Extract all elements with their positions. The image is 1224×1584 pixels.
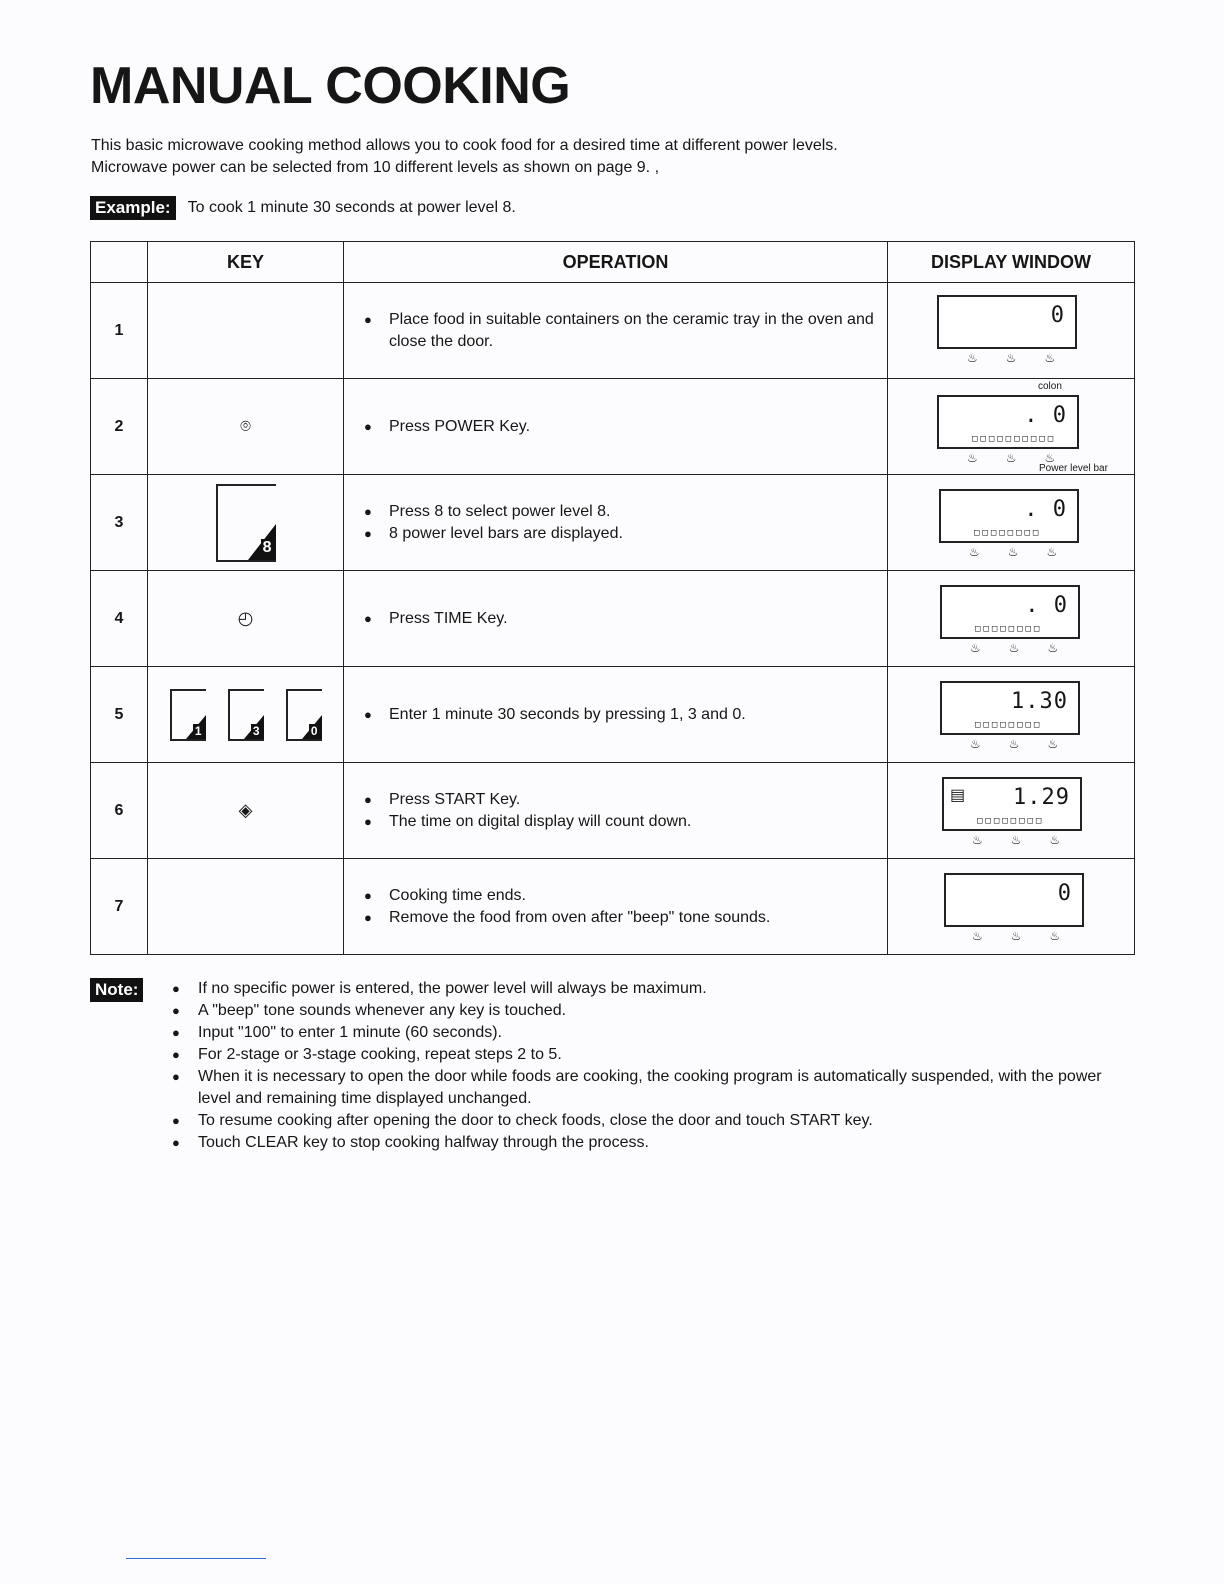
display-cell [888,571,1135,667]
note-item: ● Input "100" to enter 1 minute (60 seconds). [172,1022,1122,1044]
intro-text [91,135,838,179]
operation-item: ● Press TIME Key. [364,608,887,630]
microwave-level-icons: ♨♨♨ [972,833,1089,847]
header-display: DISPLAY WINDOW [888,242,1135,283]
microwave-level-icons: ♨♨♨ [967,451,1084,465]
step-number: 4 [91,571,148,667]
operation-item: ● Remove the food from oven after "beep" tone sounds. [364,907,887,929]
operation-cell [344,283,888,379]
operation-item: ● Cooking time ends. [364,885,887,907]
key-cell [148,379,344,475]
intro-line: Microwave power can be selected from 10 different levels as shown on page 9. , [91,159,660,176]
operation-item: ● Press START Key. [364,789,887,811]
note-item: ● For 2-stage or 3-stage cooking, repeat steps 2 to 5. [172,1044,1122,1066]
key-cell [148,859,344,955]
microwave-level-icons: ♨♨♨ [967,351,1084,365]
operation-cell [344,379,888,475]
display-cell [888,283,1135,379]
operation-item: ● Enter 1 minute 30 seconds by pressing 1, 3 and 0. [364,704,887,726]
lcd-display [937,295,1077,349]
footer-divider [126,1558,266,1559]
table-row [91,475,1135,571]
start-key-icon: ◈ [238,800,253,820]
key-cell [148,283,344,379]
table-row [91,379,1135,475]
display-cell [888,667,1135,763]
operation-cell [344,859,888,955]
microwave-level-icons: ♨♨♨ [972,929,1089,943]
key-cell [148,667,344,763]
lcd-display [942,777,1082,831]
table-row [91,763,1135,859]
time-key-icon: ◴ [237,608,254,628]
lcd-display [940,681,1080,735]
number-8-key: 8 [216,484,276,562]
lcd-digits: 1.30 [1011,689,1068,714]
intro-line: This basic microwave cooking method allows you to cook food for a desired time at different power levels. [91,137,838,154]
example [90,196,516,220]
header-operation: OPERATION [344,242,888,283]
number-0-key: 0 [286,689,322,741]
key-cell [148,763,344,859]
table-row [91,667,1135,763]
note-item: ● A "beep" tone sounds whenever any key is touched. [172,1000,1122,1022]
lcd-display [940,585,1080,639]
note-item: ● If no specific power is entered, the power level will always be maximum. [172,978,1122,1000]
number-3-key: 3 [228,689,264,741]
step-number: 5 [91,667,148,763]
lcd-digits: . 0 [1025,593,1068,618]
lcd-digits: 1.29 [1013,785,1070,810]
colon-label: colon [1038,381,1062,392]
operation-item: ● Press 8 to select power level 8. [364,501,887,523]
note-item: ● To resume cooking after opening the door to check foods, close the door and touch START key. [172,1110,1122,1132]
power-level-bars: □□□□□□□□ [975,624,1043,634]
step-number: 3 [91,475,148,571]
step-number: 6 [91,763,148,859]
header-step [91,242,148,283]
example-tag: Example: [90,196,176,220]
header-key: KEY [148,242,344,283]
step-number: 1 [91,283,148,379]
example-text: To cook 1 minute 30 seconds at power level 8. [187,199,516,216]
power-level-bars: □□□□□□□□ [977,816,1045,826]
lcd-display [944,873,1084,927]
operation-item: ● Place food in suitable containers on the ceramic tray in the oven and close the door. [364,309,887,353]
lcd-digits: 0 [1050,303,1065,328]
power-level-bars: □□□□□□□□ [974,528,1042,538]
operation-cell [344,763,888,859]
operation-cell [344,475,888,571]
power-level-bars: □□□□□□□□ [975,720,1043,730]
display-cell [888,475,1135,571]
page-title: MANUAL COOKING [90,57,571,115]
microwave-level-icons: ♨♨♨ [970,641,1087,655]
lcd-digits: 0 [1057,881,1072,906]
lcd-display [939,489,1079,543]
microwave-level-icons: ♨♨♨ [970,737,1087,751]
number-1-key: 1 [170,689,206,741]
table-row [91,283,1135,379]
note-item: ● When it is necessary to open the door while foods are cooking, the cooking program is automatically suspended, with the power level and remaining time displayed unchanged. [172,1066,1122,1110]
lcd-digits: . 0 [1024,497,1067,522]
table-row [91,859,1135,955]
display-cell [888,763,1135,859]
power-level-bar-label: Power level bar [1039,463,1108,474]
table-row [91,571,1135,667]
operation-item: ● The time on digital display will count down. [364,811,887,833]
display-cell [888,379,1135,475]
key-cell [148,475,344,571]
note-tag: Note: [90,978,143,1002]
power-key-icon: ⌾ [240,416,251,436]
table-header-row [91,242,1135,283]
microwave-level-icons: ♨♨♨ [969,545,1086,559]
step-number: 7 [91,859,148,955]
power-level-bars: □□□□□□□□□□ [972,434,1057,444]
operation-cell [344,667,888,763]
operation-item: ● Press POWER Key. [364,416,887,438]
key-cell [148,571,344,667]
operation-cell [344,571,888,667]
steps-table [90,241,1135,955]
display-cell [888,859,1135,955]
cooking-indicator-icon: ▤ [950,787,966,804]
operation-item: ● 8 power level bars are displayed. [364,523,887,545]
step-number: 2 [91,379,148,475]
lcd-digits: . 0 [1024,403,1067,428]
note-item: ● Touch CLEAR key to stop cooking halfway through the process. [172,1132,1122,1154]
lcd-display [937,395,1079,449]
